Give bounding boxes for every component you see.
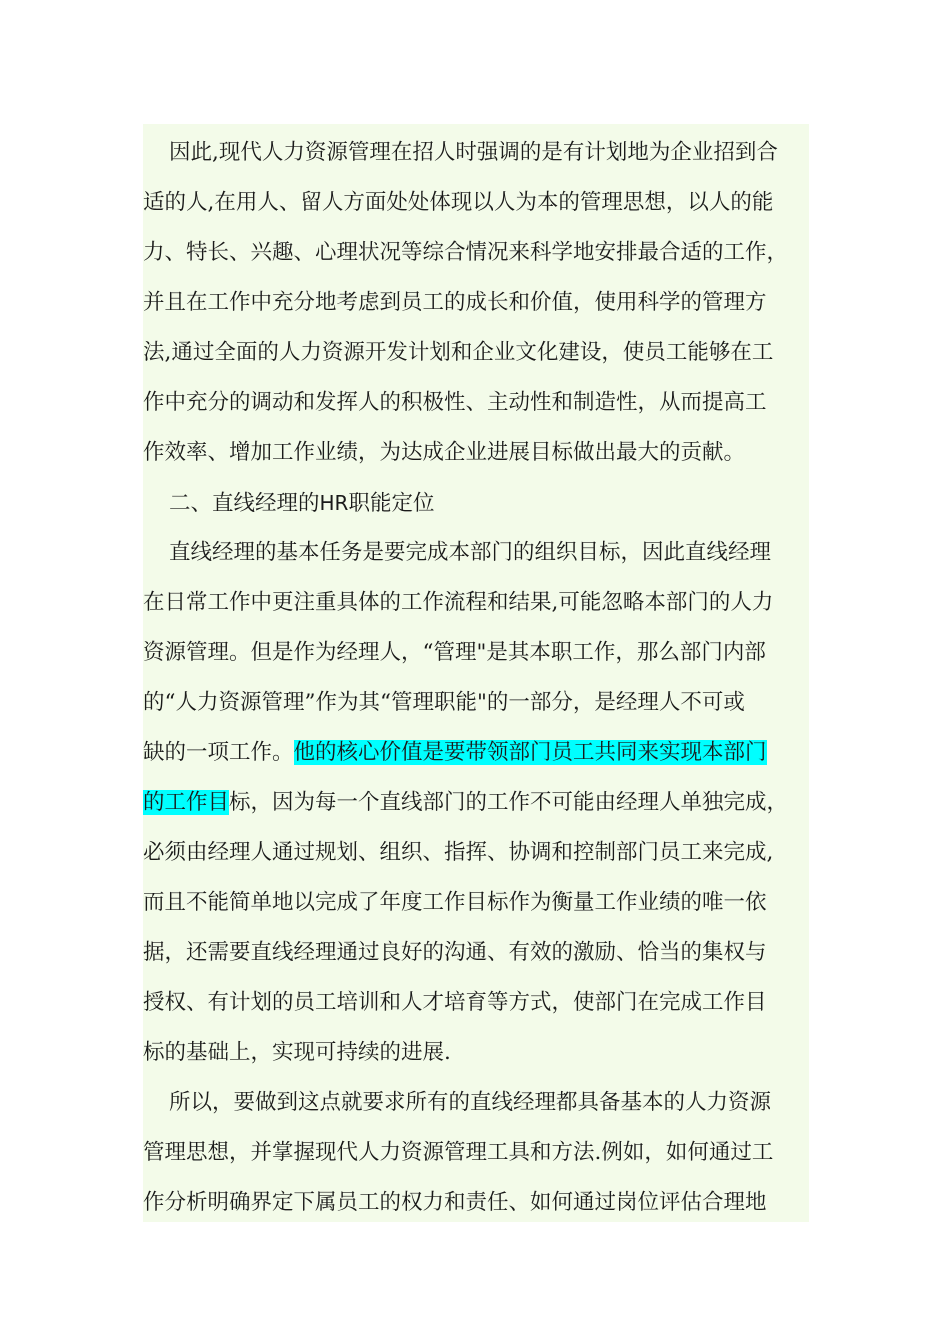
paragraph-1-line-3: 力、特长、兴趣、心理状况等综合情况来科学地安排最合适的工作， (143, 240, 789, 265)
paragraph-1-line-6: 作中充分的调动和发挥人的积极性、主动性和制造性，从而提高工 (143, 390, 767, 415)
paragraph-2-line-3: 资源管理。但是作为经理人，“管理"是其本职工作，那么部门内部 (143, 640, 766, 665)
paragraph-2-line-7: 必须由经理人通过规划、组织、指挥、协调和控制部门员工来完成, (143, 840, 774, 865)
paragraph-1-line-5: 法,通过全面的人力资源开发计划和企业文化建设，使员工能够在工 (143, 340, 774, 365)
paragraph-3-line-1: 所以，要做到这点就要求所有的直线经理都具备基本的人力资源 (169, 1090, 772, 1115)
document-body (143, 124, 809, 1222)
paragraph-3-line-3: 作分析明确界定下属员工的权力和责任、如何通过岗位评估合理地 (143, 1190, 767, 1215)
paragraph-2-line-8: 而且不能简单地以完成了年度工作目标作为衡量工作业绩的唯一依 (143, 890, 767, 915)
heading-prefix: 二、直线经理的 (169, 491, 320, 516)
paragraph-2-line-1: 直线经理的基本任务是要完成本部门的组织目标，因此直线经理 (169, 540, 772, 565)
paragraph-2-line-5-text: 缺的一项工作。 (143, 740, 294, 765)
paragraph-2-line-2: 在日常工作中更注重具体的工作流程和结果,可能忽略本部门的人力 (143, 590, 774, 615)
paragraph-2-line-4: 的“人力资源管理”作为其“管理职能"的一部分，是经理人不可或 (143, 690, 745, 715)
paragraph-2-line-6 (143, 778, 788, 828)
paragraph-2-line-9: 据，还需要直线经理通过良好的沟通、有效的激励、恰当的集权与 (143, 940, 767, 965)
heading-suffix: 职能定位 (348, 491, 435, 516)
paragraph-3-line-2: 管理思想，并掌握现代人力资源管理工具和方法.例如，如何通过工 (143, 1140, 774, 1165)
paragraph-1-line-2: 适的人,在用人、留人方面处处体现以人为本的管理思想，以人的能 (143, 190, 774, 215)
paragraph-2-line-5 (143, 728, 767, 778)
paragraph-1-line-4: 并且在工作中充分地考虑到员工的成长和价值，使用科学的管理方 (143, 290, 767, 315)
heading-hr: HR (319, 491, 349, 515)
paragraph-2-line-10: 授权、有计划的员工培训和人才培育等方式，使部门在完成工作目 (143, 990, 767, 1015)
highlighted-text: 他的核心价值是要带领部门员工共同来实现本部门 (293, 740, 767, 765)
paragraph-2-line-11: 标的基础上，实现可持续的进展. (143, 1040, 451, 1065)
paragraph-2-line-6-text: 标，因为每一个直线部门的工作不可能由经理人单独完成， (229, 790, 789, 815)
paragraph-1-line-7: 作效率、增加工作业绩，为达成企业进展目标做出最大的贡献。 (143, 440, 746, 465)
paragraph-1-line-1: 因此,现代人力资源管理在招人时强调的是有计划地为企业招到合 (169, 140, 778, 165)
section-heading (143, 478, 434, 528)
highlighted-text-continued: 的工作目 (143, 790, 230, 815)
